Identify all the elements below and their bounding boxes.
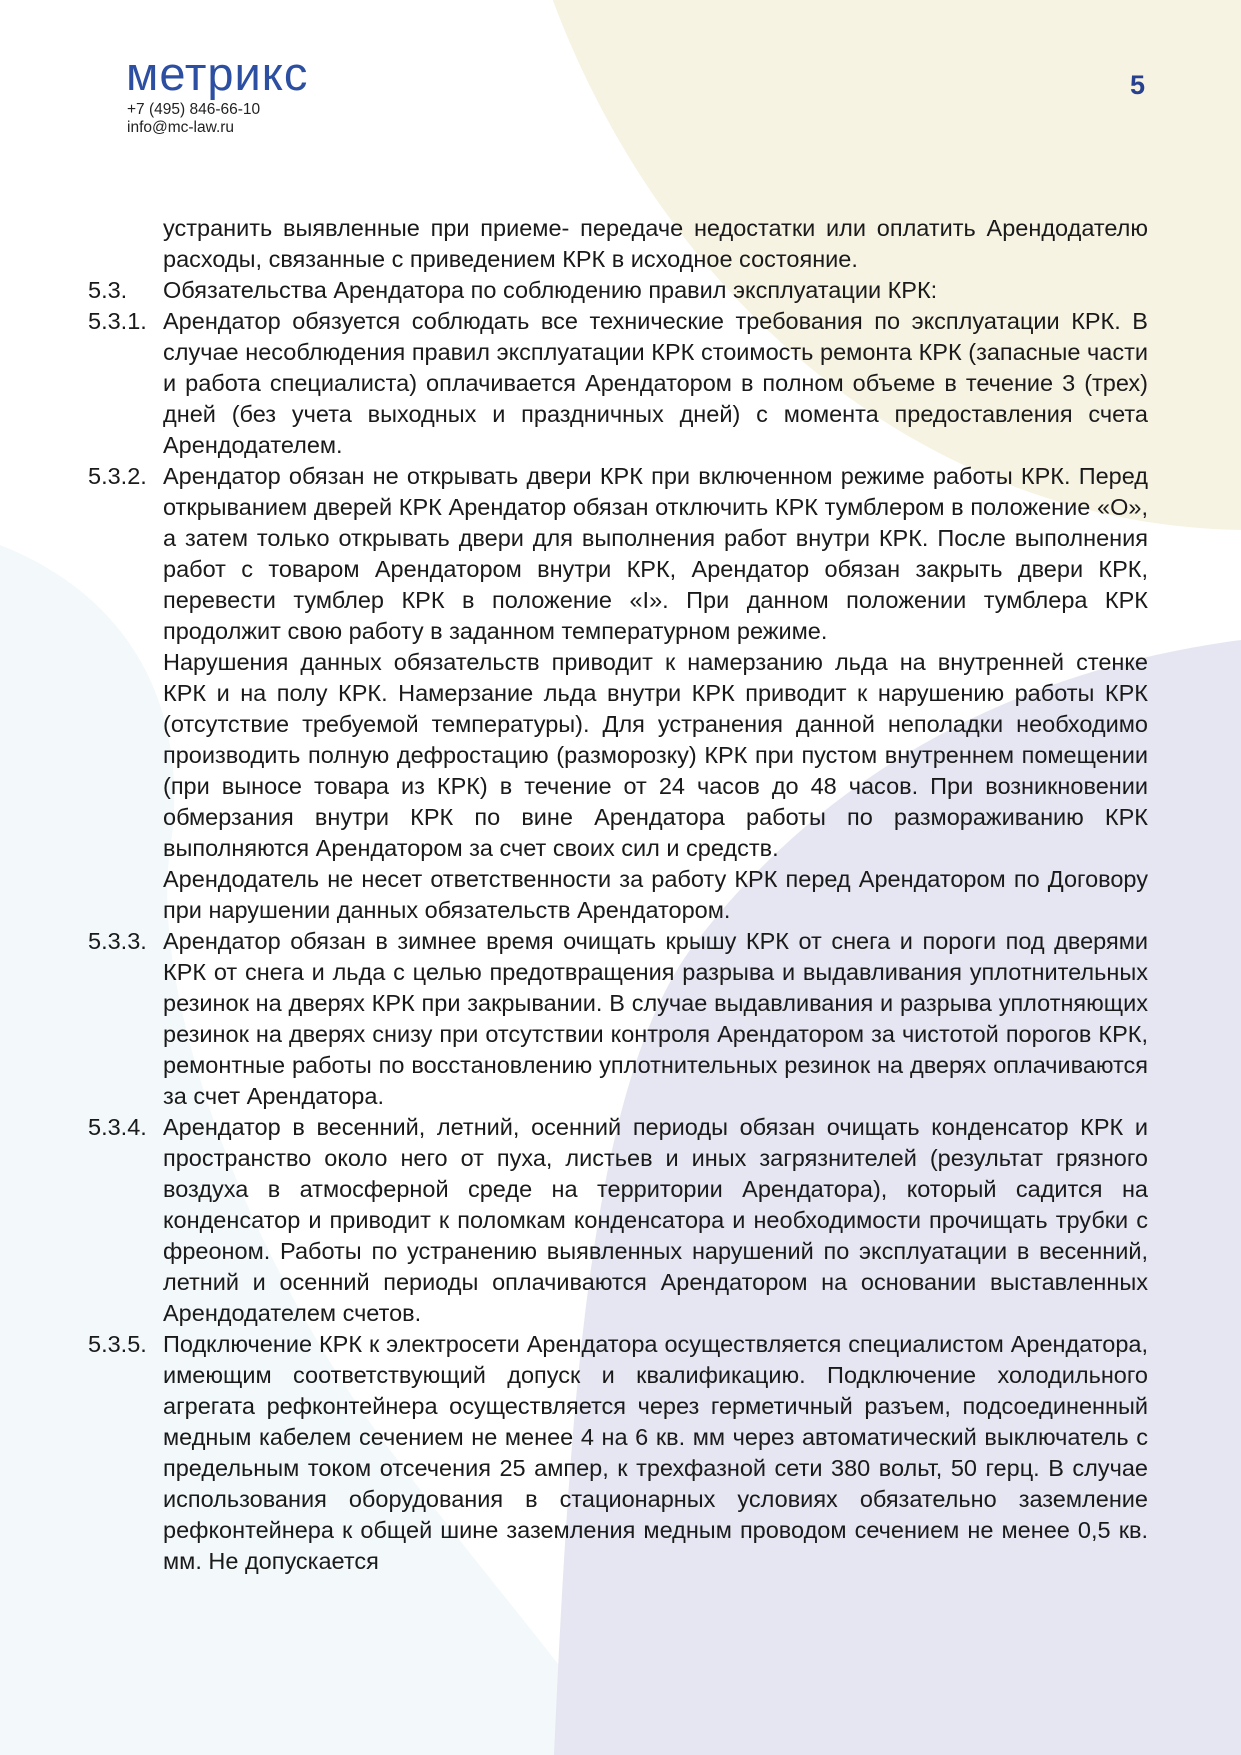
clause-text: Обязательства Арендатора по соблюдению правил эксплуатации КРК: — [163, 277, 938, 303]
clause-text: Арендодатель не несет ответственности за работу КРК перед Арендатором по Договору при нарушении данных обязательств Арендатором. — [163, 866, 1148, 923]
list-item — [88, 461, 1148, 647]
contact-email: info@mc-law.ru — [127, 119, 235, 136]
clause-number: 5.3.2. — [88, 463, 147, 489]
clause-number: 5.3.1. — [88, 308, 147, 334]
clause-text: Арендатор обязан в зимнее время очищать крышу КРК от снега и пороги под дверями КРК от снега и льда с целью предотвращения разрыва и выдавливания уплотнительных резинок на дверях КРК при закрывании. В случае выдавливания и разрыва уплотняющих резинок на дверях снизу при отсутствии контроля Арендатором за чистотой порогов КРК, ремонтные работы по восстановлению уплотнительных резинок на дверях оплачиваются за счет Арендатора. — [163, 928, 1148, 1109]
clause-text: Арендатор обязуется соблюдать все технические требования по эксплуатации КРК. В случае несоблюдения правил эксплуатации КРК стоимость ремонта КРК (запасные части и работа специалиста) оплачивается Арендатором в полном объеме в течение 3 (трех) дней (без учета выходных и праздничных дней) с момента предоставления счета Арендодателем. — [163, 308, 1148, 458]
page-number: 5 — [1130, 70, 1146, 100]
clause-text: Арендатор в весенний, летний, осенний периоды обязан очищать конденсатор КРК и пространство около него от пуха, листьев и иных загрязнителей (результат грязного воздуха в атмосферной среде на территории Арендатора), который садится на конденсатор и приводит к поломкам конденсатора и необходимости прочищать трубки с фреоном. Работы по устранению выявленных нарушений по эксплуатации в весенний, летний и осенний периоды оплачиваются Арендатором на основании выставленных Арендодателем счетов. — [163, 1114, 1148, 1326]
clause-text: Арендатор обязан не открывать двери КРК при включенном режиме работы КРК. Перед открыванием дверей КРК Арендатор обязан отключить КРК тумблером в положение «О», а затем только открывать двери для выполнения работ внутри КРК. После выполнения работ с товаром Арендатором внутри КРК, Арендатор обязан закрыть двери КРК, перевести тумблер КРК в положение «I». При данном положении тумблера КРК продолжит свою работу в заданном температурном режиме. — [163, 463, 1148, 644]
list-item — [88, 864, 1148, 926]
company-logo: метрикс — [126, 47, 309, 100]
list-item — [88, 213, 1148, 275]
list-item — [88, 1329, 1148, 1577]
list-item — [88, 926, 1148, 1112]
clause-text: Подключение КРК к электросети Арендатора осуществляется специалистом Арендатора, имеющим соответствующий допуск и квалификацию. Подключение холодильного агрегата рефконтейнера осуществляется через герметичный разъем, подсоединенный медным кабелем сечением не менее 4 на 6 кв. мм через автоматический выключатель с предельным током отсечения 25 ампер, к трехфазной сети 380 вольт, 50 герц. В случае использования оборудования в стационарных условиях обязательно заземление рефконтейнера к общей шине заземления медным проводом сечением не менее 0,5 кв. мм. Не допускается — [163, 1331, 1148, 1574]
list-item — [88, 647, 1148, 864]
clause-number: 5.3.5. — [88, 1331, 147, 1357]
clause-number: 5.3.3. — [88, 928, 147, 954]
clause-number: 5.3.4. — [88, 1114, 147, 1140]
clause-list — [88, 213, 1148, 1577]
clause-text: Нарушения данных обязательств приводит к намерзанию льда на внутренней стенке КРК и на полу КРК. Намерзание льда внутри КРК приводит к нарушению работы КРК (отсутствие требуемой температуры). Для устранения данной неполадки необходимо производить полную дефростацию (разморозку) КРК при пустом внутреннем помещении (при выносе товара из КРК) в течение от 24 часов до 48 часов. При возникновении обмерзания внутри КРК по вине Арендатора работы по размораживанию КРК выполняются Арендатором за счет своих сил и средств. — [163, 649, 1148, 861]
contact-phone: +7 (495) 846-66-10 — [127, 101, 261, 118]
clause-text: устранить выявленные при приеме- передаче недостатки или оплатить Арендодателю расходы, связанные с приведением КРК в исходное состояние. — [163, 215, 1148, 272]
list-item — [88, 1112, 1148, 1329]
clause-number: 5.3. — [88, 277, 128, 303]
list-item — [88, 306, 1148, 461]
list-item — [88, 275, 1148, 306]
